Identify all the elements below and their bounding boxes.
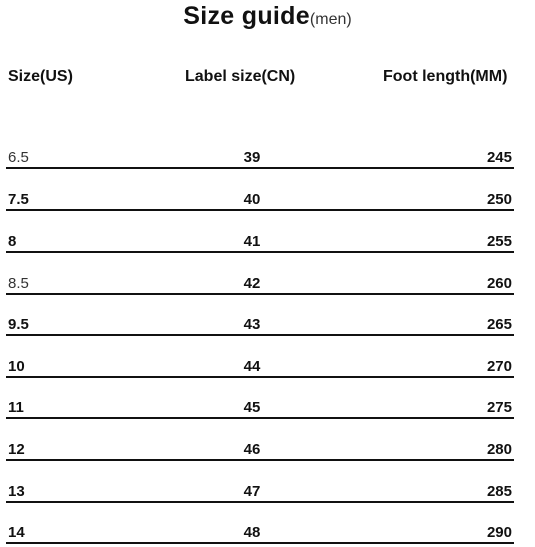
foot-length-cell: 260 — [486, 275, 512, 292]
us-size-cell: 9.5 — [8, 316, 29, 333]
us-size-cell: 13 — [8, 483, 25, 500]
title-main: Size guide — [183, 2, 310, 30]
table-row — [0, 265, 535, 295]
table-row — [0, 348, 535, 378]
table-row — [0, 223, 535, 253]
label-size-cell: 43 — [243, 316, 261, 333]
table-row — [0, 181, 535, 211]
label-size-cell: 39 — [243, 149, 261, 166]
label-size-cell: 48 — [243, 524, 261, 541]
foot-length-cell: 265 — [486, 316, 512, 333]
label-size-cell: 47 — [243, 483, 261, 500]
label-size-cell: 40 — [243, 191, 261, 208]
row-divider — [6, 376, 514, 378]
us-size-cell: 8 — [8, 233, 17, 250]
title-gender-note: (men) — [309, 11, 352, 28]
column-header-foot-length: Foot length(MM) — [383, 68, 508, 85]
page-title — [0, 2, 535, 31]
table-row — [0, 473, 535, 503]
foot-length-cell: 280 — [486, 441, 512, 458]
label-size-cell: 45 — [243, 399, 261, 416]
label-size-cell: 46 — [243, 441, 261, 458]
column-header-us-size: Size(US) — [8, 68, 73, 85]
us-size-cell: 14 — [8, 524, 25, 541]
label-size-cell: 42 — [243, 275, 261, 292]
row-divider — [6, 334, 514, 336]
foot-length-cell: 255 — [486, 233, 512, 250]
us-size-cell: 10 — [8, 358, 25, 375]
foot-length-cell: 245 — [486, 149, 512, 166]
us-size-cell: 12 — [8, 441, 25, 458]
row-divider — [6, 293, 514, 295]
table-row — [0, 431, 535, 461]
foot-length-cell: 290 — [486, 524, 512, 541]
row-divider — [6, 542, 514, 544]
row-divider — [6, 417, 514, 419]
us-size-cell: 6.5 — [8, 149, 29, 166]
column-header-label-size: Label size(CN) — [185, 68, 296, 85]
foot-length-cell: 275 — [486, 399, 512, 416]
us-size-cell: 8.5 — [8, 275, 29, 292]
foot-length-cell: 285 — [486, 483, 512, 500]
foot-length-cell: 270 — [486, 358, 512, 375]
table-row — [0, 514, 535, 544]
row-divider — [6, 501, 514, 503]
label-size-cell: 44 — [243, 358, 261, 375]
us-size-cell: 11 — [8, 399, 24, 416]
row-divider — [6, 209, 514, 211]
label-size-cell: 41 — [243, 233, 261, 250]
foot-length-cell: 250 — [486, 191, 512, 208]
row-divider — [6, 251, 514, 253]
table-row — [0, 389, 535, 419]
us-size-cell: 7.5 — [8, 191, 29, 208]
row-divider — [6, 459, 514, 461]
table-row — [0, 139, 535, 169]
row-divider — [6, 167, 514, 169]
table-row — [0, 306, 535, 336]
